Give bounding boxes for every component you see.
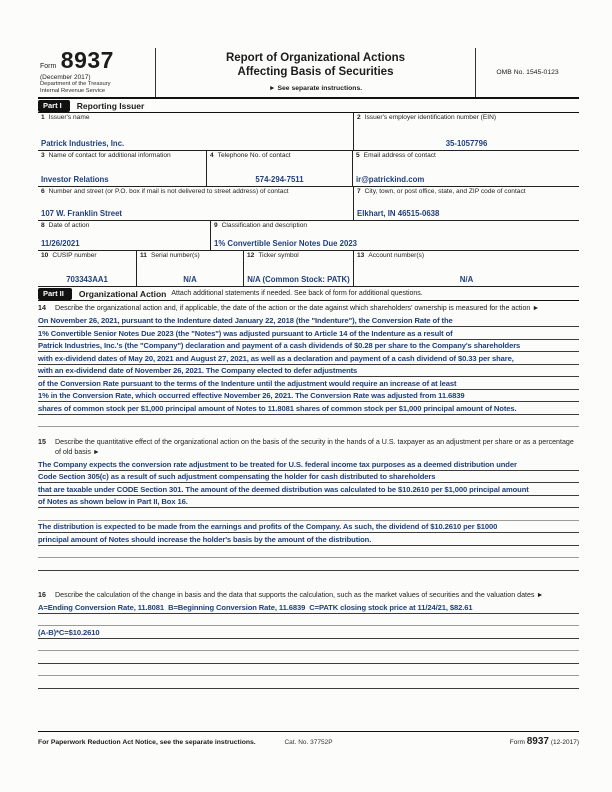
item-14-number: 14 <box>38 304 46 313</box>
field-1-label: Issuer's name <box>48 114 90 122</box>
part2-header-bar <box>38 287 579 301</box>
field-12-ticker-symbol <box>243 251 353 286</box>
agency-line-1: Department of the Treasury <box>40 81 111 87</box>
field-row-4 <box>38 221 579 251</box>
field-4-number: 4 <box>210 152 214 160</box>
field-8-label: Date of action <box>48 222 90 230</box>
field-2-ein <box>353 113 579 150</box>
field-4-telephone <box>206 151 352 186</box>
field-10-label: CUSIP number <box>52 252 97 260</box>
field-12-label: Ticker symbol <box>258 252 299 260</box>
field-9-classification <box>210 221 579 250</box>
blank-rule <box>38 639 579 652</box>
field-row-2 <box>38 151 579 187</box>
field-5-value: ir@patrickind.com <box>356 175 425 185</box>
field-12-value: N/A (Common Stock: PATK) <box>247 275 350 285</box>
field-3-contact-name <box>38 151 206 186</box>
field-10-number: 10 <box>41 252 49 260</box>
blank-rule <box>38 508 579 521</box>
footer-form-revision: (12-2017) <box>550 739 579 746</box>
field-9-number: 9 <box>214 222 218 230</box>
item-16-prompt: Describe the calculation of the change in basis and the data that supports the calculation, such as the market values of securities and the valuation dates ► <box>55 590 544 599</box>
field-7-label: City, town, or post office, state, and ZIP code of contact <box>364 188 526 196</box>
field-row-3 <box>38 187 579 221</box>
field-13-label: Account number(s) <box>368 252 425 260</box>
field-10-cusip <box>38 251 136 286</box>
field-6-street <box>38 187 353 220</box>
form-title-block <box>156 48 475 97</box>
item-16-number: 16 <box>38 590 46 599</box>
blank-rule <box>38 415 579 428</box>
blank-rule <box>38 614 579 627</box>
field-7-value: Elkhart, IN 46515-0638 <box>357 209 440 219</box>
field-3-number: 3 <box>41 152 45 160</box>
field-5-email <box>352 151 579 186</box>
item-15-prompt: Describe the quantitative effect of the organizational action on the basis of the security in the hands of a U.S. taxpayer as an adjustment per share or as a percentage of old basis ► <box>55 438 574 456</box>
item-15-number: 15 <box>38 438 46 447</box>
part1-title: Reporting Issuer <box>76 100 145 111</box>
field-row-1 <box>38 113 579 151</box>
field-6-value: 107 W. Franklin Street <box>41 209 123 219</box>
item-14-answer-line: Patrick Industries, Inc.'s (the "Company") declaration and payment of a cash dividends of $0.28 per share to the Company's shareholders <box>38 340 579 353</box>
field-13-number: 13 <box>357 252 365 260</box>
field-2-value: 35-1057796 <box>445 139 488 149</box>
form-title-line-2: Affecting Basis of Securities <box>237 65 394 78</box>
field-13-value: N/A <box>459 275 474 285</box>
form-header <box>38 48 579 99</box>
blank-rule <box>38 676 579 689</box>
field-11-number: 11 <box>140 252 147 260</box>
field-7-city-state-zip <box>353 187 579 220</box>
item-14 <box>38 302 579 427</box>
field-8-value: 11/26/2021 <box>41 239 80 249</box>
field-1-number: 1 <box>41 114 45 122</box>
field-9-value: 1% Convertible Senior Notes Due 2023 <box>214 239 357 249</box>
item-14-answer-line: with ex-dividend dates of May 20, 2021 and August 27, 2021, as well as a declaration and payment of a cash dividend of $0.33 per share, <box>38 352 579 365</box>
field-4-value: 574-294-7511 <box>255 175 304 185</box>
field-10-value: 703343AA1 <box>66 275 108 285</box>
item-14-answer-line: of the Conversion Rate pursuant to the terms of the Indenture until the adjustment would require an increase of at least <box>38 377 579 390</box>
see-instructions-note: ► See separate instructions. <box>268 85 363 92</box>
field-12-number: 12 <box>247 252 255 260</box>
field-2-label: Issuer's employer identification number (EIN) <box>364 114 497 122</box>
field-11-serial-number <box>136 251 243 286</box>
item-14-answer-line: shares of common stock per $1,000 principal amount of Notes to 11.8081 shares of common stock per $1,000 principal amount of Notes. <box>38 402 579 415</box>
field-2-number: 2 <box>357 114 361 122</box>
part1-label: Part I <box>38 100 70 112</box>
blank-rule <box>38 664 579 677</box>
field-6-number: 6 <box>41 188 45 196</box>
field-5-label: Email address of contact <box>363 152 436 160</box>
part2-title: Organizational Action <box>78 288 167 299</box>
blank-rule <box>38 546 579 559</box>
field-11-label: Serial number(s) <box>150 252 200 260</box>
footer-form-number: 8937 <box>526 736 549 747</box>
item-15-answer-line: that are taxable under CODE Section 301. The amount of the deemed distribution was calculated to be $10.2610 per $1,000 principal amount <box>38 483 579 496</box>
agency-line-2: Internal Revenue Service <box>40 87 106 94</box>
paperwork-notice: For Paperwork Reduction Act Notice, see the separate instructions. <box>38 739 256 746</box>
part1-header-bar <box>38 99 579 113</box>
form-word: Form <box>40 63 57 70</box>
item-15-answer-line: Code Section 305(c) as a result of such adjustment compensating the holder for cash distributed to shareholders <box>38 471 579 484</box>
item-14-answer-line: with an ex-dividend date of November 26, 2021. The Company elected to defer adjustments <box>38 365 579 378</box>
field-3-label: Name of contact for additional information <box>48 152 171 160</box>
part2-label: Part II <box>38 288 72 300</box>
blank-rule <box>38 651 579 664</box>
field-9-label: Classification and description <box>221 222 308 230</box>
item-14-prompt: Describe the organizational action and, if applicable, the date of the action or the date against which shareholders' ownership is measured for the action ► <box>55 304 540 313</box>
item-16 <box>38 589 579 689</box>
form-number: 8937 <box>60 47 114 73</box>
footer-form-word: Form <box>509 739 525 746</box>
item-14-answer-line: 1% Convertible Senior Notes Due 2023 (the "Notes") was adjusted pursuant to Article 14 of the Indenture as a result of <box>38 327 579 340</box>
catalog-number: Cat. No. 37752P <box>284 739 333 746</box>
field-6-label: Number and street (or P.O. box if mail is not delivered to street address) of contact <box>48 188 289 196</box>
field-3-value: Investor Relations <box>41 175 109 185</box>
footer-form-id <box>333 736 579 747</box>
item-15-answer-line: of Notes as shown below in Part II, Box 16. <box>38 496 579 509</box>
form-footer <box>38 731 579 747</box>
item-14-answer-line: 1% in the Conversion Rate, which occurred effective November 26, 2021. The Conversion Rate was adjusted from 11.6839 <box>38 390 579 403</box>
field-1-value: Patrick Industries, Inc. <box>41 139 125 149</box>
item-15-answer-line: principal amount of Notes should increase the holder's basis by the amount of the distribution. <box>38 533 579 546</box>
field-row-5 <box>38 251 579 287</box>
omb-number: OMB No. 1545-0123 <box>496 69 559 77</box>
field-4-label: Telephone No. of contact <box>217 152 291 160</box>
item-15-answer-line: The distribution is expected to be made from the earnings and profits of the Company. As such, the dividend of $10.2610 per $1000 <box>38 521 579 534</box>
item-15 <box>38 436 579 571</box>
form-title-line-1: Report of Organizational Actions <box>225 52 406 64</box>
item-16-answer-line: A=Ending Conversion Rate, 11.8081 B=Beginning Conversion Rate, 11.6839 C=PATK closing stock price at 11/24/21, $82.61 <box>38 601 579 614</box>
form-content <box>38 48 579 689</box>
field-1-issuer-name <box>38 113 353 150</box>
item-16-answer-line: (A-B)*C=$10.2610 <box>38 626 579 639</box>
field-13-account-number <box>353 251 579 286</box>
form-revision: (December 2017) <box>40 74 91 81</box>
field-8-number: 8 <box>41 222 45 230</box>
part2-note: Attach additional statements if needed. See back of form for additional questions. <box>171 290 423 298</box>
form-number-block <box>38 48 156 97</box>
field-8-date-of-action <box>38 221 210 250</box>
omb-block <box>475 48 579 97</box>
item-15-answer-line: The Company expects the conversion rate adjustment to be treated for U.S. federal income tax purposes as a deemed distribution under <box>38 458 579 471</box>
field-7-number: 7 <box>357 188 361 196</box>
item-14-answer-line: On November 26, 2021, pursuant to the Indenture dated January 22, 2018 (the "Indenture"), the Conversion Rate of the <box>38 315 579 328</box>
field-5-number: 5 <box>356 152 360 160</box>
field-11-value: N/A <box>183 275 197 285</box>
blank-rule <box>38 558 579 571</box>
